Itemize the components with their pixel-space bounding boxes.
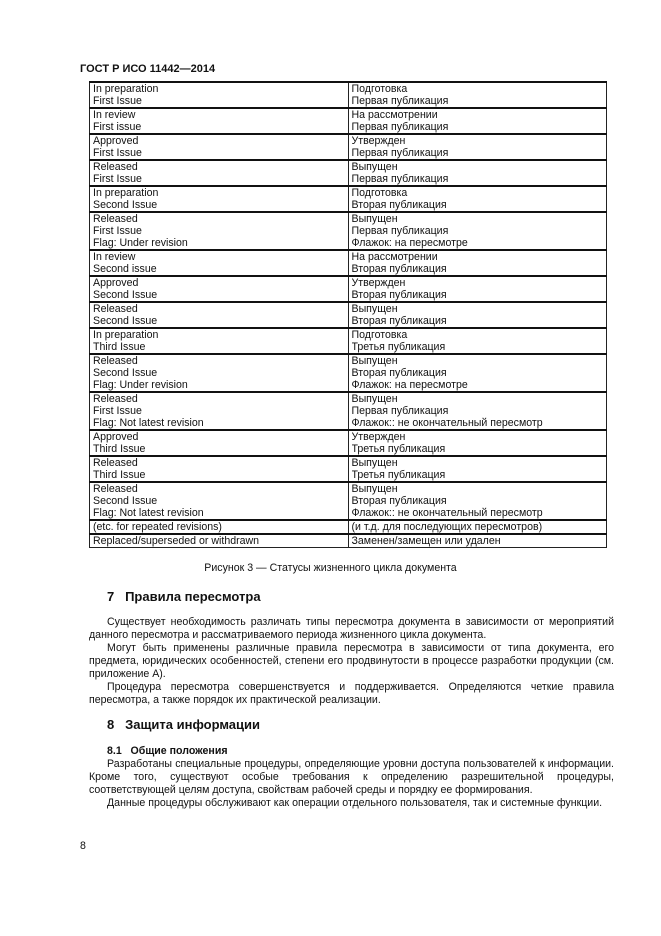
cell-line: In preparation	[93, 329, 159, 341]
document-header: ГОСТ Р ИСО 11442—2014	[80, 63, 216, 75]
paragraph: Данные процедуры обслуживают как операции отдельного пользователя, так и системные функции.	[107, 797, 603, 809]
cell-line: Third Issue	[93, 469, 146, 481]
paragraph: Разработаны специальные процедуры, определяющие уровни доступа пользователей к информации. Кроме того, существуют особые требования к определению разрешительной процедуры, соответствующей целям доступа, свойствам рабочей среды и порядку ее формирования.	[89, 758, 614, 796]
russian-status-cell	[348, 456, 607, 482]
lifecycle-status-table	[89, 81, 607, 548]
cell-line: Утвержден	[351, 277, 406, 289]
russian-status-cell	[348, 354, 607, 392]
english-status-cell	[90, 520, 349, 534]
cell-line: Flag: Not latest revision	[93, 507, 204, 519]
cell-line: Выпущен	[351, 303, 398, 315]
table-row	[90, 302, 607, 328]
cell-line: First Issue	[93, 405, 142, 417]
cell-line: Released	[93, 393, 138, 405]
cell-line: First Issue	[93, 173, 142, 185]
cell-line: (и т.д. для последующих пересмотров)	[351, 521, 543, 533]
cell-line: Second Issue	[93, 315, 158, 327]
paragraph: Существует необходимость различать типы пересмотра документа в зависимости от мероприятий данного пересмотра и рассматриваемого периода жизненного цикла документа.	[89, 616, 614, 641]
table-row	[90, 456, 607, 482]
english-status-cell	[90, 82, 349, 108]
russian-status-cell	[348, 276, 607, 302]
russian-status-cell	[348, 134, 607, 160]
russian-status-cell	[348, 82, 607, 108]
cell-line: На рассмотрении	[351, 109, 438, 121]
cell-line: First Issue	[93, 147, 142, 159]
table-row	[90, 354, 607, 392]
cell-line: Флажок:: не окончательный пересмотр	[351, 417, 543, 429]
english-status-cell	[90, 456, 349, 482]
table-row	[90, 186, 607, 212]
cell-line: Заменен/замещен или удален	[351, 535, 501, 547]
cell-line: Подготовка	[351, 329, 408, 341]
section-8-heading: 8 Защита информации	[107, 717, 261, 732]
cell-line: Первая публикация	[351, 405, 449, 417]
table-row	[90, 134, 607, 160]
paragraph: Процедура пересмотра совершенствуется и поддерживается. Определяются четкие правила пересмотра, а также порядок их практической реализации.	[89, 681, 614, 706]
russian-status-cell	[348, 108, 607, 134]
cell-line: Second Issue	[93, 199, 158, 211]
cell-line: Первая публикация	[351, 147, 449, 159]
cell-line: Released	[93, 457, 138, 469]
table-row	[90, 250, 607, 276]
cell-line: Вторая публикация	[351, 315, 447, 327]
table-row	[90, 392, 607, 430]
english-status-cell	[90, 186, 349, 212]
russian-status-cell	[348, 160, 607, 186]
cell-line: In preparation	[93, 187, 159, 199]
english-status-cell	[90, 134, 349, 160]
cell-line: (etc. for repeated revisions)	[93, 521, 222, 533]
cell-line: Вторая публикация	[351, 367, 447, 379]
cell-line: In review	[93, 251, 136, 263]
russian-status-cell	[348, 250, 607, 276]
english-status-cell	[90, 108, 349, 134]
english-status-cell	[90, 276, 349, 302]
subsection-8-1-heading: 8.1 Общие положения	[107, 745, 228, 757]
table-row	[90, 276, 607, 302]
cell-line: Выпущен	[351, 483, 398, 495]
cell-line: Released	[93, 161, 138, 173]
english-status-cell	[90, 302, 349, 328]
table-row	[90, 482, 607, 520]
cell-line: Флажок: на пересмотре	[351, 379, 468, 391]
cell-line: Third Issue	[93, 341, 146, 353]
table-row	[90, 520, 607, 534]
cell-line: Подготовка	[351, 83, 408, 95]
cell-line: First Issue	[93, 225, 142, 237]
russian-status-cell	[348, 534, 607, 548]
cell-line: Выпущен	[351, 161, 398, 173]
cell-line: Second issue	[93, 263, 157, 275]
section-8	[89, 717, 614, 810]
cell-line: Released	[93, 303, 138, 315]
table-row	[90, 212, 607, 250]
russian-status-cell	[348, 482, 607, 520]
cell-line: In review	[93, 109, 136, 121]
cell-line: First issue	[93, 121, 142, 133]
english-status-cell	[90, 328, 349, 354]
table-row	[90, 430, 607, 456]
cell-line: Released	[93, 355, 138, 367]
english-status-cell	[90, 160, 349, 186]
cell-line: Подготовка	[351, 187, 408, 199]
cell-line: Вторая публикация	[351, 263, 447, 275]
table-row	[90, 82, 607, 108]
cell-line: Approved	[93, 277, 139, 289]
cell-line: Replaced/superseded or withdrawn	[93, 535, 260, 547]
cell-line: Second Issue	[93, 289, 158, 301]
cell-line: Second Issue	[93, 495, 158, 507]
cell-line: Flag: Not latest revision	[93, 417, 204, 429]
cell-line: Выпущен	[351, 355, 398, 367]
russian-status-cell	[348, 328, 607, 354]
english-status-cell	[90, 250, 349, 276]
cell-line: Выпущен	[351, 393, 398, 405]
english-status-cell	[90, 392, 349, 430]
page-number: 8	[80, 840, 86, 852]
cell-line: Утвержден	[351, 135, 406, 147]
russian-status-cell	[348, 520, 607, 534]
table-row	[90, 160, 607, 186]
cell-line: First Issue	[93, 95, 142, 107]
cell-line: Третья публикация	[351, 469, 446, 481]
russian-status-cell	[348, 430, 607, 456]
cell-line: Вторая публикация	[351, 199, 447, 211]
russian-status-cell	[348, 392, 607, 430]
cell-line: Вторая публикация	[351, 289, 447, 301]
cell-line: Approved	[93, 135, 139, 147]
cell-line: Третья публикация	[351, 443, 446, 455]
cell-line: Released	[93, 213, 138, 225]
cell-line: Флажок:: не окончательный пересмотр	[351, 507, 543, 519]
english-status-cell	[90, 482, 349, 520]
table-row	[90, 108, 607, 134]
russian-status-cell	[348, 302, 607, 328]
cell-line: Выпущен	[351, 457, 398, 469]
english-status-cell	[90, 354, 349, 392]
english-status-cell	[90, 534, 349, 548]
cell-line: Флажок: на пересмотре	[351, 237, 468, 249]
cell-line: Released	[93, 483, 138, 495]
paragraph: Могут быть применены различные правила пересмотра в зависимости от типа документа, его предмета, юридических особенностей, степени его продвинутости в процессе разработки продукции (см. приложение А).	[89, 642, 614, 680]
table-row	[90, 534, 607, 548]
figure-caption: Рисунок 3 — Статусы жизненного цикла документа	[204, 562, 457, 574]
cell-line: Первая публикация	[351, 95, 449, 107]
cell-line: Третья публикация	[351, 341, 446, 353]
russian-status-cell	[348, 186, 607, 212]
cell-line: Flag: Under revision	[93, 237, 188, 249]
section-7	[89, 589, 614, 707]
cell-line: Первая публикация	[351, 173, 449, 185]
table-row	[90, 328, 607, 354]
cell-line: Утвержден	[351, 431, 406, 443]
cell-line: Первая публикация	[351, 121, 449, 133]
cell-line: Approved	[93, 431, 139, 443]
english-status-cell	[90, 430, 349, 456]
russian-status-cell	[348, 212, 607, 250]
section-7-heading: 7 Правила пересмотра	[107, 589, 261, 604]
cell-line: Вторая публикация	[351, 495, 447, 507]
cell-line: На рассмотрении	[351, 251, 438, 263]
cell-line: Выпущен	[351, 213, 398, 225]
cell-line: Second Issue	[93, 367, 158, 379]
cell-line: Third Issue	[93, 443, 146, 455]
cell-line: Первая публикация	[351, 225, 449, 237]
cell-line: Flag: Under revision	[93, 379, 188, 391]
english-status-cell	[90, 212, 349, 250]
cell-line: In preparation	[93, 83, 159, 95]
